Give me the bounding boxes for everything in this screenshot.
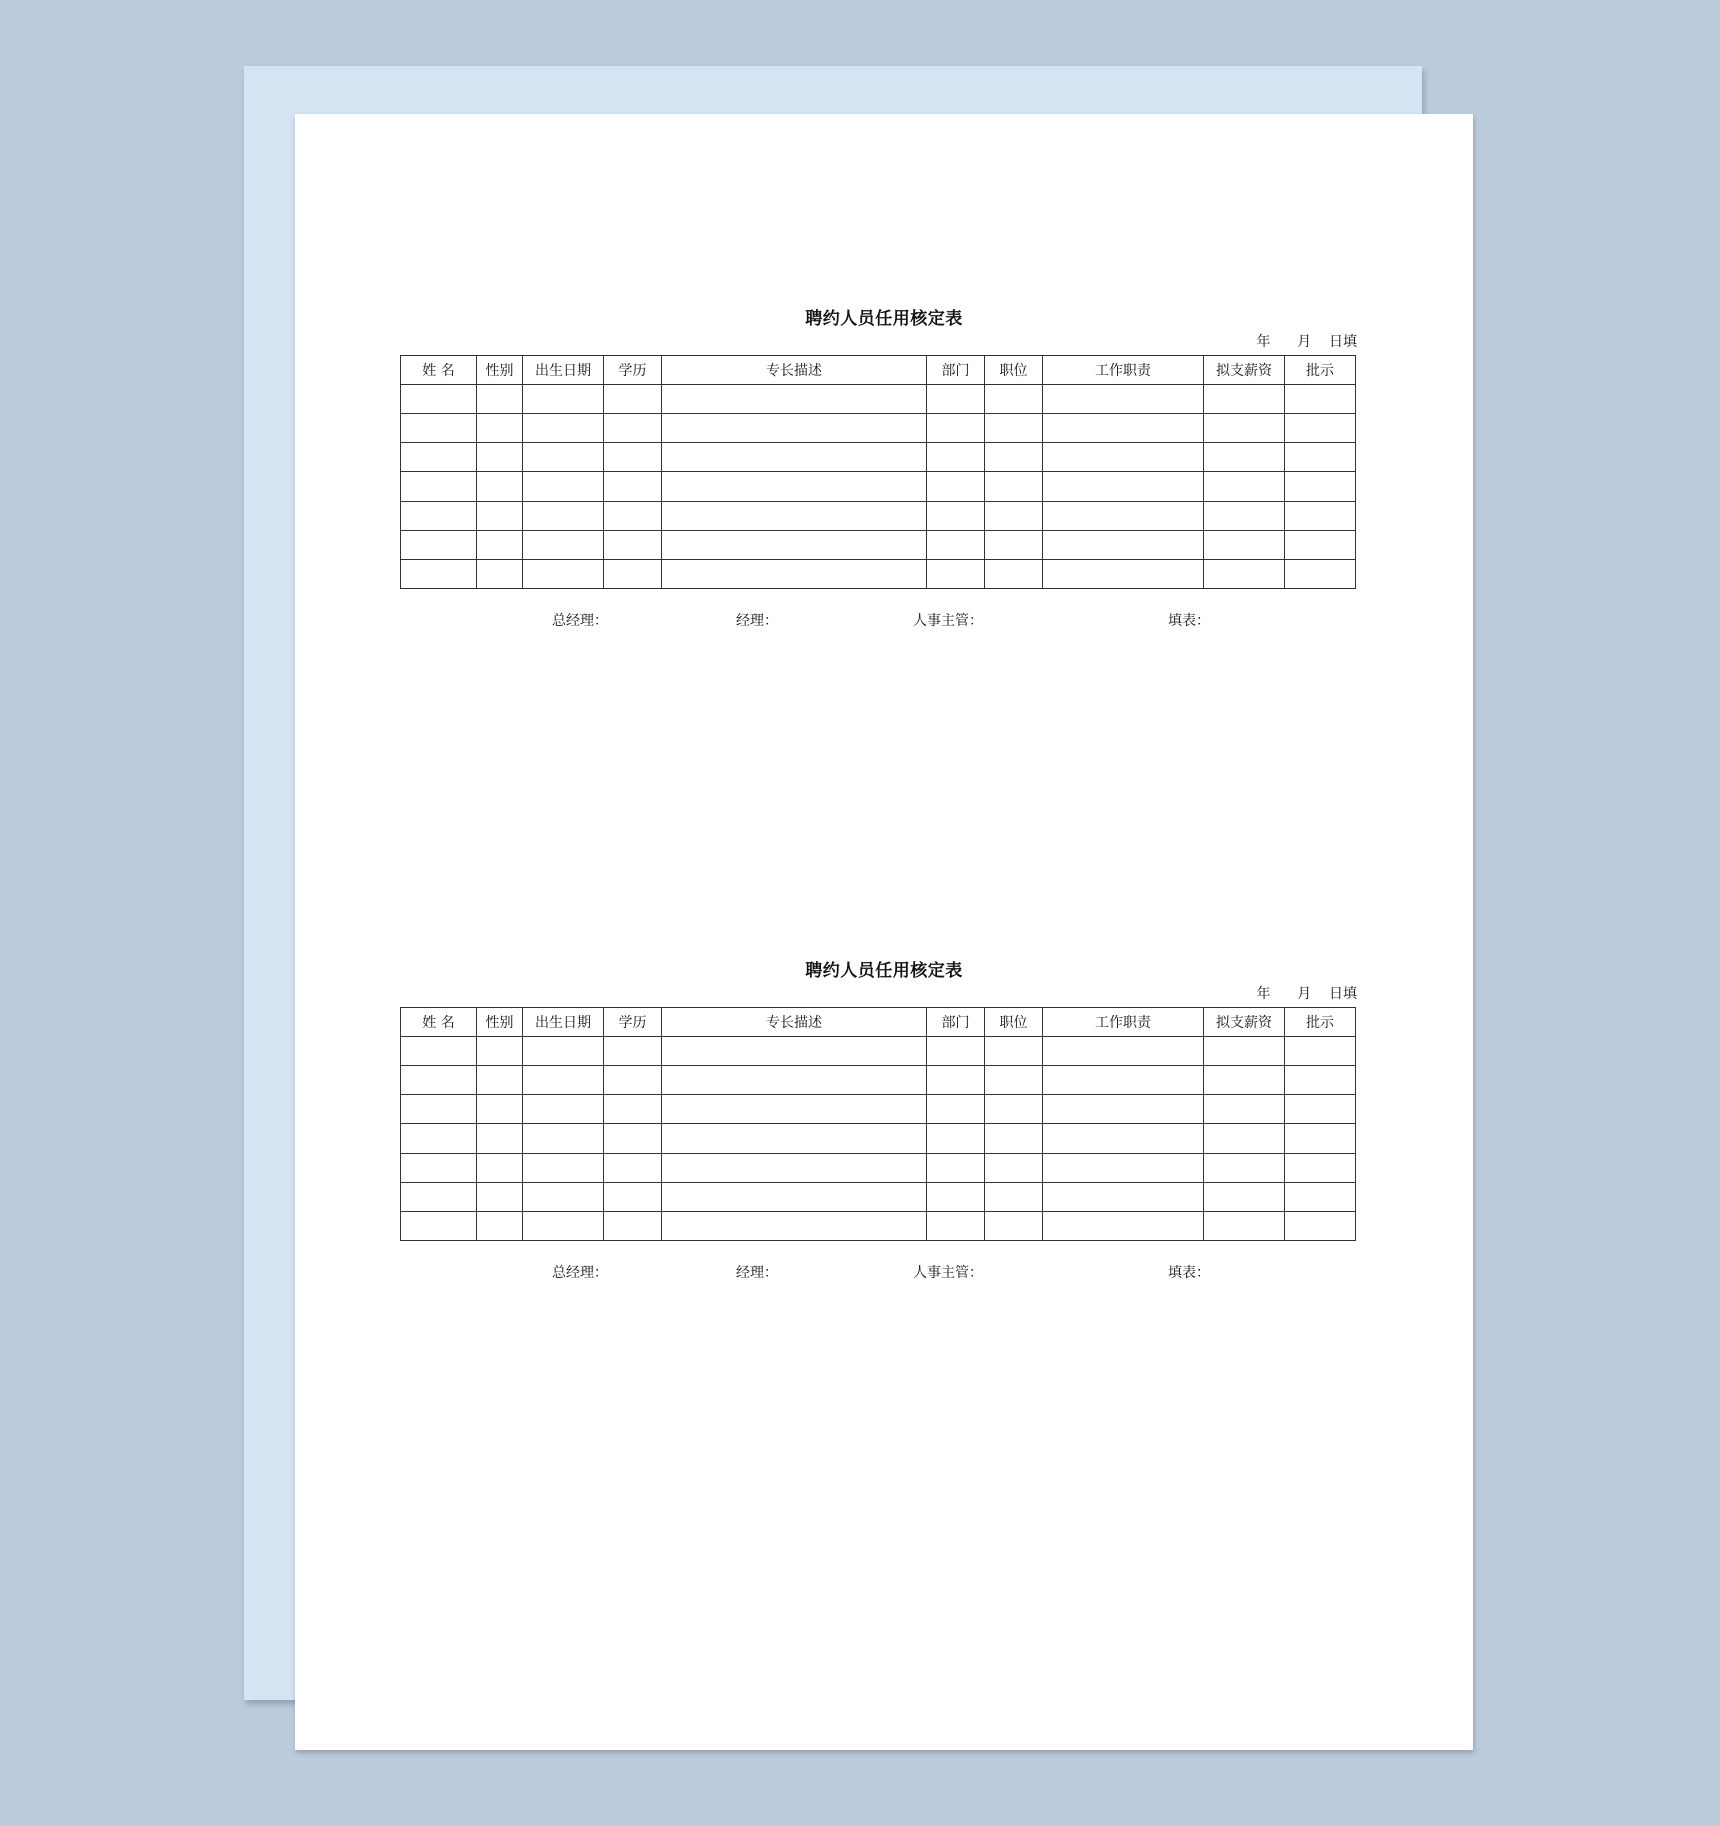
header-department: 部门 xyxy=(927,1008,985,1037)
signature-manager: 经理： xyxy=(736,613,778,629)
header-duties: 工作职责 xyxy=(1043,1008,1204,1037)
table-cell[interactable] xyxy=(604,443,662,472)
table-cell[interactable] xyxy=(927,443,985,472)
table-cell[interactable] xyxy=(1285,530,1356,559)
table-cell[interactable] xyxy=(985,530,1043,559)
table-cell[interactable] xyxy=(1204,1182,1285,1211)
header-specialty: 专长描述 xyxy=(662,356,927,385)
table-cell[interactable] xyxy=(1285,443,1356,472)
table-cell[interactable] xyxy=(401,414,477,443)
table-cell[interactable] xyxy=(1204,559,1285,588)
header-position: 职位 xyxy=(985,356,1043,385)
table-cell[interactable] xyxy=(477,1153,523,1182)
table-cell[interactable] xyxy=(1204,443,1285,472)
appointment-table xyxy=(400,355,1356,589)
table-cell[interactable] xyxy=(604,1066,662,1095)
table-cell[interactable] xyxy=(1204,1153,1285,1182)
table-cell[interactable] xyxy=(662,501,927,530)
table-cell[interactable] xyxy=(927,1124,985,1153)
table-cell[interactable] xyxy=(523,414,604,443)
table-row xyxy=(401,1037,1356,1066)
table-cell[interactable] xyxy=(1043,385,1204,414)
date-line xyxy=(1256,331,1357,351)
table-cell[interactable] xyxy=(1043,472,1204,501)
table-row xyxy=(401,414,1356,443)
table-row xyxy=(401,1153,1356,1182)
table-cell[interactable] xyxy=(1043,414,1204,443)
table-header-row xyxy=(401,1008,1356,1037)
table-cell[interactable] xyxy=(927,1211,985,1240)
table-cell[interactable] xyxy=(662,559,927,588)
table-cell[interactable] xyxy=(477,472,523,501)
table-row xyxy=(401,1124,1356,1153)
signature-general-manager: 总经理： xyxy=(552,1265,608,1281)
table-cell[interactable] xyxy=(1043,1095,1204,1124)
table-cell[interactable] xyxy=(1043,1037,1204,1066)
table-cell[interactable] xyxy=(477,530,523,559)
appointment-table xyxy=(400,1007,1356,1241)
table-row xyxy=(401,1182,1356,1211)
header-duties: 工作职责 xyxy=(1043,356,1204,385)
table-cell[interactable] xyxy=(523,501,604,530)
document-page xyxy=(295,114,1473,1750)
table-row xyxy=(401,559,1356,588)
date-year: 年 xyxy=(1256,986,1271,1002)
table-cell[interactable] xyxy=(1285,414,1356,443)
table-cell[interactable] xyxy=(477,1124,523,1153)
table-cell[interactable] xyxy=(662,1095,927,1124)
table-cell[interactable] xyxy=(523,530,604,559)
signature-line xyxy=(295,1262,1473,1282)
table-cell[interactable] xyxy=(1285,1153,1356,1182)
table-cell[interactable] xyxy=(401,1124,477,1153)
table-cell[interactable] xyxy=(477,1066,523,1095)
date-line xyxy=(1256,983,1357,1003)
table-cell[interactable] xyxy=(985,1066,1043,1095)
table-cell[interactable] xyxy=(477,385,523,414)
table-cell[interactable] xyxy=(1043,1066,1204,1095)
table-cell[interactable] xyxy=(604,1037,662,1066)
table-cell[interactable] xyxy=(1285,472,1356,501)
table-cell[interactable] xyxy=(401,1066,477,1095)
header-proposed-salary: 拟支薪资 xyxy=(1204,1008,1285,1037)
signature-filler: 填表： xyxy=(1168,1265,1210,1281)
header-gender: 性别 xyxy=(477,1008,523,1037)
table-cell[interactable] xyxy=(662,472,927,501)
table-cell[interactable] xyxy=(401,385,477,414)
table-cell[interactable] xyxy=(927,385,985,414)
table-cell[interactable] xyxy=(477,414,523,443)
header-name: 姓 名 xyxy=(401,356,477,385)
table-cell[interactable] xyxy=(662,1124,927,1153)
form-title: 聘约人员任用核定表 xyxy=(805,961,963,981)
table-cell[interactable] xyxy=(1285,1037,1356,1066)
header-name: 姓 名 xyxy=(401,1008,477,1037)
table-cell[interactable] xyxy=(1043,1182,1204,1211)
table-cell[interactable] xyxy=(604,1095,662,1124)
header-gender: 性别 xyxy=(477,356,523,385)
table-cell[interactable] xyxy=(985,1211,1043,1240)
table-cell[interactable] xyxy=(985,1182,1043,1211)
table-cell[interactable] xyxy=(927,501,985,530)
table-cell[interactable] xyxy=(523,385,604,414)
table-cell[interactable] xyxy=(604,1153,662,1182)
table-cell[interactable] xyxy=(1204,385,1285,414)
table-cell[interactable] xyxy=(985,559,1043,588)
table-cell[interactable] xyxy=(927,1182,985,1211)
table-cell[interactable] xyxy=(927,472,985,501)
table-cell[interactable] xyxy=(523,1095,604,1124)
table-cell[interactable] xyxy=(1043,443,1204,472)
table-row xyxy=(401,472,1356,501)
table-cell[interactable] xyxy=(477,1095,523,1124)
form-title: 聘约人员任用核定表 xyxy=(805,309,963,329)
table-cell[interactable] xyxy=(1285,1124,1356,1153)
table-cell[interactable] xyxy=(1043,559,1204,588)
table-cell[interactable] xyxy=(1204,1037,1285,1066)
table-cell[interactable] xyxy=(401,443,477,472)
table-cell[interactable] xyxy=(1285,1095,1356,1124)
date-year: 年 xyxy=(1256,334,1271,350)
table-cell[interactable] xyxy=(477,1211,523,1240)
table-cell[interactable] xyxy=(604,414,662,443)
signature-filler: 填表： xyxy=(1168,613,1210,629)
header-department: 部门 xyxy=(927,356,985,385)
signature-line xyxy=(295,610,1473,630)
table-cell[interactable] xyxy=(401,559,477,588)
table-cell[interactable] xyxy=(523,1182,604,1211)
header-education: 学历 xyxy=(604,1008,662,1037)
table-cell[interactable] xyxy=(477,1182,523,1211)
signature-manager: 经理： xyxy=(736,1265,778,1281)
header-approval: 批示 xyxy=(1285,1008,1356,1037)
table-cell[interactable] xyxy=(523,472,604,501)
table-cell[interactable] xyxy=(523,1066,604,1095)
table-cell[interactable] xyxy=(1043,501,1204,530)
table-cell[interactable] xyxy=(985,472,1043,501)
table-cell[interactable] xyxy=(604,472,662,501)
table-cell[interactable] xyxy=(604,1211,662,1240)
table-cell[interactable] xyxy=(1285,559,1356,588)
table-cell[interactable] xyxy=(523,1124,604,1153)
header-proposed-salary: 拟支薪资 xyxy=(1204,356,1285,385)
table-cell[interactable] xyxy=(523,559,604,588)
table-row xyxy=(401,1211,1356,1240)
table-cell[interactable] xyxy=(927,1095,985,1124)
table-cell[interactable] xyxy=(604,530,662,559)
table-cell[interactable] xyxy=(523,1037,604,1066)
table-cell[interactable] xyxy=(523,1211,604,1240)
signature-hr-supervisor: 人事主管： xyxy=(913,1265,983,1281)
table-cell[interactable] xyxy=(985,385,1043,414)
table-cell[interactable] xyxy=(401,1211,477,1240)
table-cell[interactable] xyxy=(927,559,985,588)
table-cell[interactable] xyxy=(1043,1124,1204,1153)
table-cell[interactable] xyxy=(477,443,523,472)
table-cell[interactable] xyxy=(1043,530,1204,559)
table-header-row xyxy=(401,356,1356,385)
table-row xyxy=(401,443,1356,472)
signature-hr-supervisor: 人事主管： xyxy=(913,613,983,629)
table-cell[interactable] xyxy=(1043,1211,1204,1240)
table-cell[interactable] xyxy=(985,1124,1043,1153)
header-birth-date: 出生日期 xyxy=(523,356,604,385)
table-cell[interactable] xyxy=(1204,1211,1285,1240)
table-cell[interactable] xyxy=(985,501,1043,530)
table-cell[interactable] xyxy=(1285,1066,1356,1095)
table-cell[interactable] xyxy=(1285,501,1356,530)
table-cell[interactable] xyxy=(604,1124,662,1153)
table-cell[interactable] xyxy=(927,530,985,559)
table-row xyxy=(401,385,1356,414)
date-day-fill: 日填 xyxy=(1329,334,1357,350)
table-cell[interactable] xyxy=(985,1037,1043,1066)
table-cell[interactable] xyxy=(662,443,927,472)
table-cell[interactable] xyxy=(927,1037,985,1066)
table-cell[interactable] xyxy=(662,1211,927,1240)
table-cell[interactable] xyxy=(401,530,477,559)
date-day-fill: 日填 xyxy=(1329,986,1357,1002)
table-cell[interactable] xyxy=(401,472,477,501)
table-cell[interactable] xyxy=(477,559,523,588)
table-cell[interactable] xyxy=(927,1066,985,1095)
table-cell[interactable] xyxy=(662,385,927,414)
date-month: 月 xyxy=(1297,986,1312,1002)
table-cell[interactable] xyxy=(1204,1124,1285,1153)
table-cell[interactable] xyxy=(662,1066,927,1095)
header-approval: 批示 xyxy=(1285,356,1356,385)
table-cell[interactable] xyxy=(985,414,1043,443)
table-cell[interactable] xyxy=(604,501,662,530)
table-cell[interactable] xyxy=(1204,472,1285,501)
table-cell[interactable] xyxy=(1285,1182,1356,1211)
table-cell[interactable] xyxy=(1204,1066,1285,1095)
header-position: 职位 xyxy=(985,1008,1043,1037)
table-cell[interactable] xyxy=(1204,1095,1285,1124)
table-cell[interactable] xyxy=(662,1153,927,1182)
table-cell[interactable] xyxy=(1043,1153,1204,1182)
table-cell[interactable] xyxy=(604,1182,662,1211)
table-cell[interactable] xyxy=(662,1182,927,1211)
table-cell[interactable] xyxy=(401,1153,477,1182)
table-cell[interactable] xyxy=(401,1182,477,1211)
table-cell[interactable] xyxy=(985,1153,1043,1182)
table-cell[interactable] xyxy=(401,1095,477,1124)
table-cell[interactable] xyxy=(477,501,523,530)
table-cell[interactable] xyxy=(1204,414,1285,443)
header-birth-date: 出生日期 xyxy=(523,1008,604,1037)
signature-general-manager: 总经理： xyxy=(552,613,608,629)
table-cell[interactable] xyxy=(985,443,1043,472)
date-month: 月 xyxy=(1297,334,1312,350)
table-cell[interactable] xyxy=(604,385,662,414)
table-cell[interactable] xyxy=(662,414,927,443)
table-row xyxy=(401,501,1356,530)
table-cell[interactable] xyxy=(927,414,985,443)
header-education: 学历 xyxy=(604,356,662,385)
table-cell[interactable] xyxy=(662,530,927,559)
table-cell[interactable] xyxy=(927,1153,985,1182)
table-cell[interactable] xyxy=(604,559,662,588)
table-cell[interactable] xyxy=(523,1153,604,1182)
table-cell[interactable] xyxy=(401,1037,477,1066)
header-specialty: 专长描述 xyxy=(662,1008,927,1037)
table-row xyxy=(401,1095,1356,1124)
table-cell[interactable] xyxy=(523,443,604,472)
table-cell[interactable] xyxy=(1204,501,1285,530)
table-cell[interactable] xyxy=(985,1095,1043,1124)
table-row xyxy=(401,1066,1356,1095)
table-cell[interactable] xyxy=(1285,385,1356,414)
table-cell[interactable] xyxy=(477,1037,523,1066)
table-row xyxy=(401,530,1356,559)
table-cell[interactable] xyxy=(1285,1211,1356,1240)
table-cell[interactable] xyxy=(662,1037,927,1066)
table-cell[interactable] xyxy=(1204,530,1285,559)
table-cell[interactable] xyxy=(401,501,477,530)
